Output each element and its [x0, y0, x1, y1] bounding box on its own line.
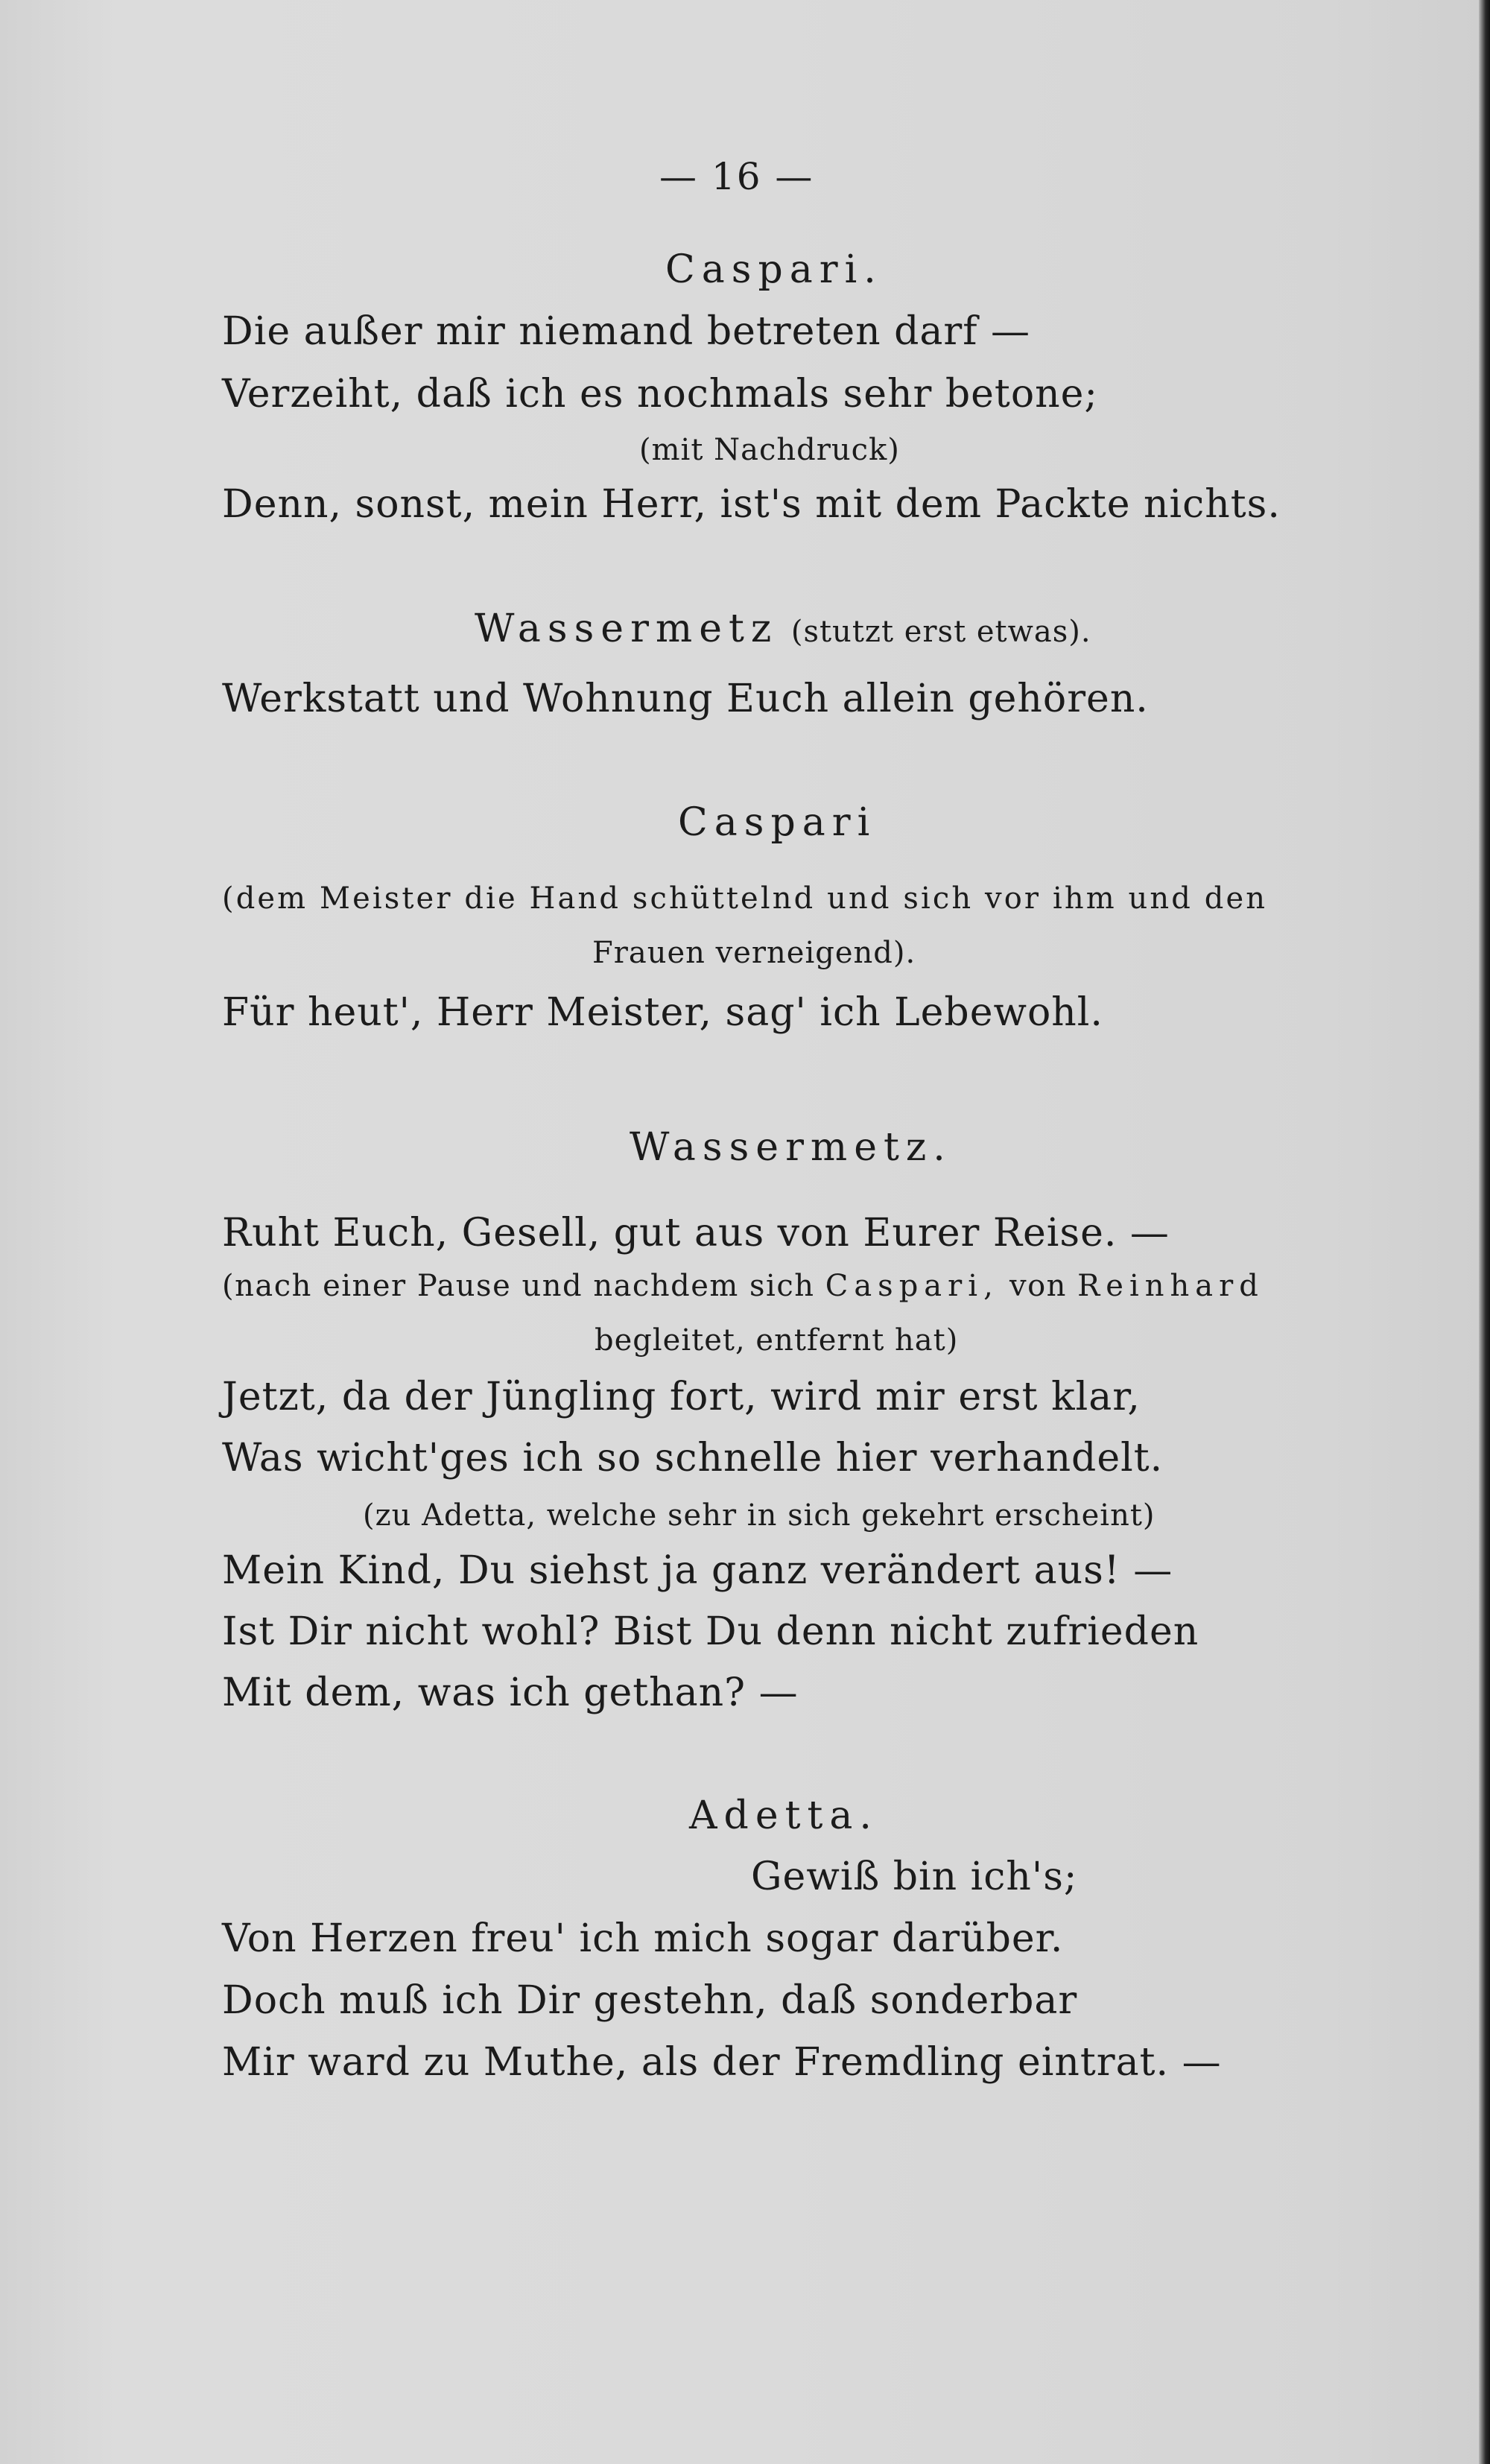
stage-direction: begleitet, entfernt hat) [595, 1323, 959, 1358]
speaker-caspari-2: Caspari [678, 800, 877, 845]
verse-line: Die außer mir niemand betreten darf — [222, 309, 1031, 354]
page-number: — 16 — [659, 155, 814, 198]
verse-line: Mein Kind, Du siehst ja ganz verändert aus! — [222, 1548, 1173, 1593]
verse-line: Mit dem, was ich gethan? — [222, 1670, 799, 1715]
stage-direction: Frauen verneigend). [592, 936, 916, 970]
stage-direction [222, 1267, 1264, 1305]
stage-direction: (zu Adetta, welche sehr in sich gekehrt erscheint) [363, 1498, 1155, 1533]
character-name-caspari: Caspari, [825, 1269, 999, 1303]
speaker-wassermetz-2: Wassermetz. [630, 1125, 952, 1170]
verse-line: Von Herzen freu' ich mich sogar darüber. [222, 1916, 1064, 1961]
stage-direction: (mit Nachdruck) [639, 433, 900, 467]
verse-line: Gewiß bin ich's; [751, 1855, 1078, 1899]
direction-text: von [1009, 1269, 1067, 1303]
verse-line: Für heut', Herr Meister, sag' ich Lebewohl. [222, 990, 1103, 1035]
verse-line: Was wicht'ges ich so schnelle hier verhandelt. [222, 1436, 1164, 1480]
verse-line: Jetzt, da der Jüngling fort, wird mir erst klar, [222, 1375, 1141, 1419]
stage-direction: (stutzt erst etwas). [790, 615, 1091, 649]
verse-line: Ruht Euch, Gesell, gut aus von Eurer Reise. — [222, 1211, 1170, 1255]
verse-line: Doch muß ich Dir gestehn, daß sonderbar [222, 1978, 1078, 2023]
verse-line: Denn, sonst, mein Herr, ist's mit dem Packte nichts. [222, 482, 1281, 527]
verse-line: Verzeiht, daß ich es nochmals sehr betone; [222, 372, 1098, 417]
speaker-name: Wassermetz [475, 607, 779, 651]
speaker-caspari-1: Caspari. [665, 247, 883, 292]
speaker-wassermetz-1 [475, 605, 1091, 653]
verse-line: Werkstatt und Wohnung Euch allein gehören. [222, 677, 1149, 721]
verse-line: Mir ward zu Muthe, als der Fremdling eintrat. — [222, 2040, 1222, 2085]
speaker-adetta: Adetta. [689, 1793, 878, 1838]
verse-line: Ist Dir nicht wohl? Bist Du denn nicht zufrieden [222, 1609, 1199, 1654]
stage-direction: (dem Meister die Hand schüttelnd und sich vor ihm und den [222, 881, 1268, 916]
direction-text: (nach einer Pause und nachdem sich [222, 1269, 815, 1303]
page-edge-shadow [1479, 0, 1490, 2464]
character-name-reinhard: Reinhard [1077, 1269, 1264, 1303]
